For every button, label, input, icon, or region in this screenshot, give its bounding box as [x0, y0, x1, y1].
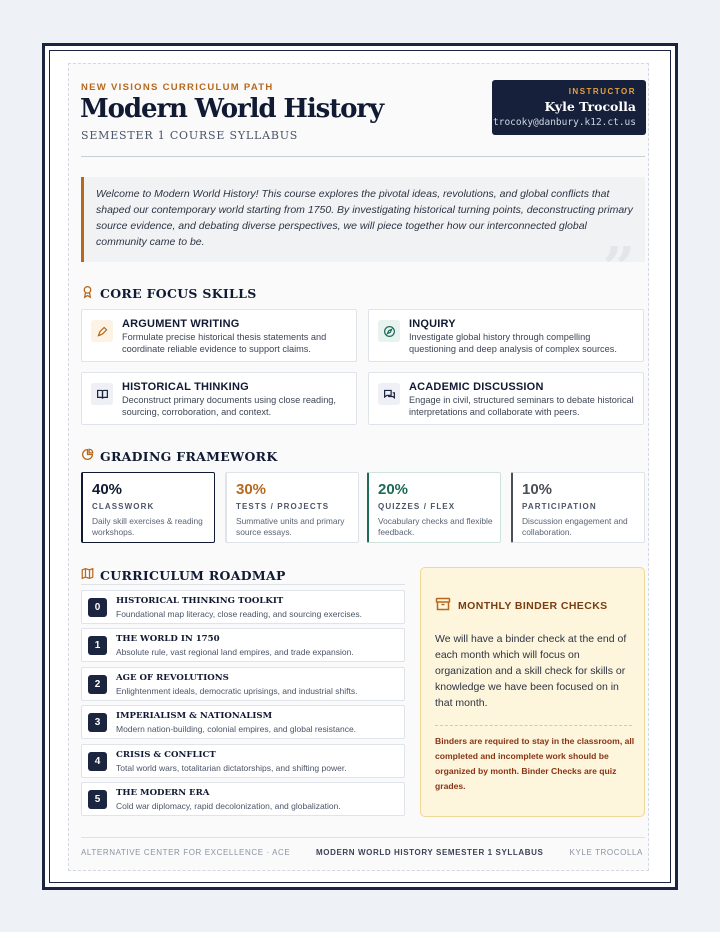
grade-label: TESTS / PROJECTS — [236, 502, 330, 511]
roadmap-unit-2 — [81, 667, 405, 701]
map-icon — [81, 567, 94, 583]
roadmap-unit-1 — [81, 628, 405, 662]
grade-label: CLASSWORK — [92, 502, 155, 511]
grade-percent: 30% — [236, 481, 267, 498]
unit-title: THE WORLD IN 1750 — [116, 634, 220, 644]
binder-heading-text: MONTHLY BINDER CHECKS — [458, 599, 608, 612]
instructor-label: INSTRUCTOR — [568, 87, 636, 96]
grade-percent: 10% — [522, 481, 553, 498]
grade-desc: Vocabulary checks and flexible feedback. — [378, 516, 493, 537]
header-divider — [81, 156, 645, 157]
roadmap-unit-5 — [81, 782, 405, 816]
skill-title: ACADEMIC DISCUSSION — [409, 381, 544, 393]
skill-title: ARGUMENT WRITING — [122, 318, 240, 330]
grade-desc: Daily skill exercises & reading workshops. — [92, 516, 203, 537]
grade-desc: Summative units and primary source essays. — [236, 516, 345, 537]
unit-title: CRISIS & CONFLICT — [116, 750, 216, 760]
roadmap-unit-4 — [81, 744, 405, 778]
chat-icon — [378, 383, 400, 405]
binder-checks-card — [420, 567, 645, 817]
skill-card-academic-discussion — [368, 372, 644, 425]
intro-text: Welcome to Modern World History! This course explores the pivotal ideas, revolutions, and global conflicts that shaped our contemporary world starting from 1750. By investigating historical turning points, deconstructing primary source evidence, and debating diverse perspectives, we will piece together how our interconnected global community came to be. — [96, 188, 633, 248]
unit-desc: Absolute rule, vast regional land empires, and trade expansion. — [116, 647, 354, 657]
unit-number: 1 — [88, 636, 107, 655]
binder-body: We will have a binder check at the end of each month which will focus on organization and a skill check for skills or knowledge we have been focused on in that month. — [435, 633, 627, 709]
grade-percent: 20% — [378, 481, 409, 498]
skill-title: INQUIRY — [409, 318, 456, 330]
grade-card-quizzes-flex — [367, 472, 501, 543]
skill-title: HISTORICAL THINKING — [122, 381, 249, 393]
unit-number: 5 — [88, 790, 107, 809]
pen-icon — [91, 320, 113, 342]
instructor-card — [492, 80, 646, 135]
skill-card-inquiry — [368, 309, 644, 362]
grading-heading-text: GRADING FRAMEWORK — [100, 448, 278, 464]
pie-chart-icon — [81, 448, 94, 464]
unit-number: 0 — [88, 598, 107, 617]
skill-card-argument-writing — [81, 309, 357, 362]
unit-desc: Total world wars, totalitarian dictatorships, and shifting power. — [116, 763, 347, 773]
unit-title: AGE OF REVOLUTIONS — [116, 673, 229, 683]
skill-desc: Investigate global history through compelling questioning and deep analysis of complex sources. — [409, 332, 617, 354]
grade-card-classwork — [81, 472, 215, 543]
unit-desc: Foundational map literacy, close reading, and sourcing exercises. — [116, 609, 363, 619]
quote-mark-icon: ” — [602, 235, 635, 301]
page-subtitle: SEMESTER 1 COURSE SYLLABUS — [81, 129, 299, 142]
skill-desc: Formulate precise historical thesis statements and coordinate reliable evidence to support claims. — [122, 332, 327, 354]
roadmap-heading-text: CURRICULUM ROADMAP — [100, 567, 286, 583]
skill-card-historical-thinking — [81, 372, 357, 425]
footer-center: MODERN WORLD HISTORY SEMESTER 1 SYLLABUS — [316, 848, 544, 857]
footer-divider — [81, 837, 645, 838]
grade-card-participation — [511, 472, 645, 543]
kicker: NEW VISIONS CURRICULUM PATH — [81, 82, 274, 93]
skills-heading — [81, 285, 257, 301]
unit-title: THE MODERN ERA — [116, 788, 210, 798]
instructor-email[interactable]: trocoky@danbury.k12.ct.us — [493, 117, 636, 128]
binder-divider — [435, 725, 632, 726]
document-inner-border — [49, 50, 671, 883]
grade-desc: Discussion engagement and collaboration. — [522, 516, 628, 537]
grading-heading — [81, 448, 278, 464]
roadmap-unit-3 — [81, 705, 405, 739]
unit-number: 4 — [88, 752, 107, 771]
binder-heading — [435, 596, 608, 615]
unit-number: 2 — [88, 675, 107, 694]
unit-number: 3 — [88, 713, 107, 732]
book-icon — [91, 383, 113, 405]
page-title: Modern World History — [80, 94, 383, 124]
unit-desc: Enlightenment ideals, democratic uprisings, and industrial shifts. — [116, 686, 358, 696]
unit-title: HISTORICAL THINKING TOOLKIT — [116, 596, 284, 606]
document-frame — [42, 43, 678, 890]
unit-desc: Cold war diplomacy, rapid decolonization, and globalization. — [116, 801, 341, 811]
footer-left: ALTERNATIVE CENTER FOR EXCELLENCE · ACE — [81, 848, 291, 857]
unit-desc: Modern nation-building, colonial empires, and global resistance. — [116, 724, 357, 734]
skill-desc: Deconstruct primary documents using close reading, sourcing, corroboration, and context. — [122, 395, 336, 417]
compass-icon — [378, 320, 400, 342]
unit-title: IMPERIALISM & NATIONALISM — [116, 711, 273, 721]
award-icon — [81, 285, 94, 301]
archive-box-icon — [435, 596, 451, 615]
roadmap-heading — [81, 567, 286, 583]
grade-percent: 40% — [92, 481, 123, 498]
grade-card-tests-projects — [225, 472, 359, 543]
skills-heading-text: CORE FOCUS SKILLS — [100, 285, 257, 301]
syllabus-page — [68, 63, 649, 871]
grade-label: QUIZZES / FLEX — [378, 502, 456, 511]
roadmap-unit-0 — [81, 590, 405, 624]
grade-label: PARTICIPATION — [522, 502, 597, 511]
instructor-name: Kyle Trocolla — [544, 99, 636, 114]
footer-right: KYLE TROCOLLA — [569, 848, 643, 857]
roadmap-divider — [81, 584, 405, 585]
binder-note: Binders are required to stay in the classroom, all completed and incomplete work should be organized by month. Binder Checks are quiz grades. — [435, 736, 635, 791]
skill-desc: Engage in civil, structured seminars to debate historical interpretations and collaborate with peers. — [409, 395, 634, 417]
